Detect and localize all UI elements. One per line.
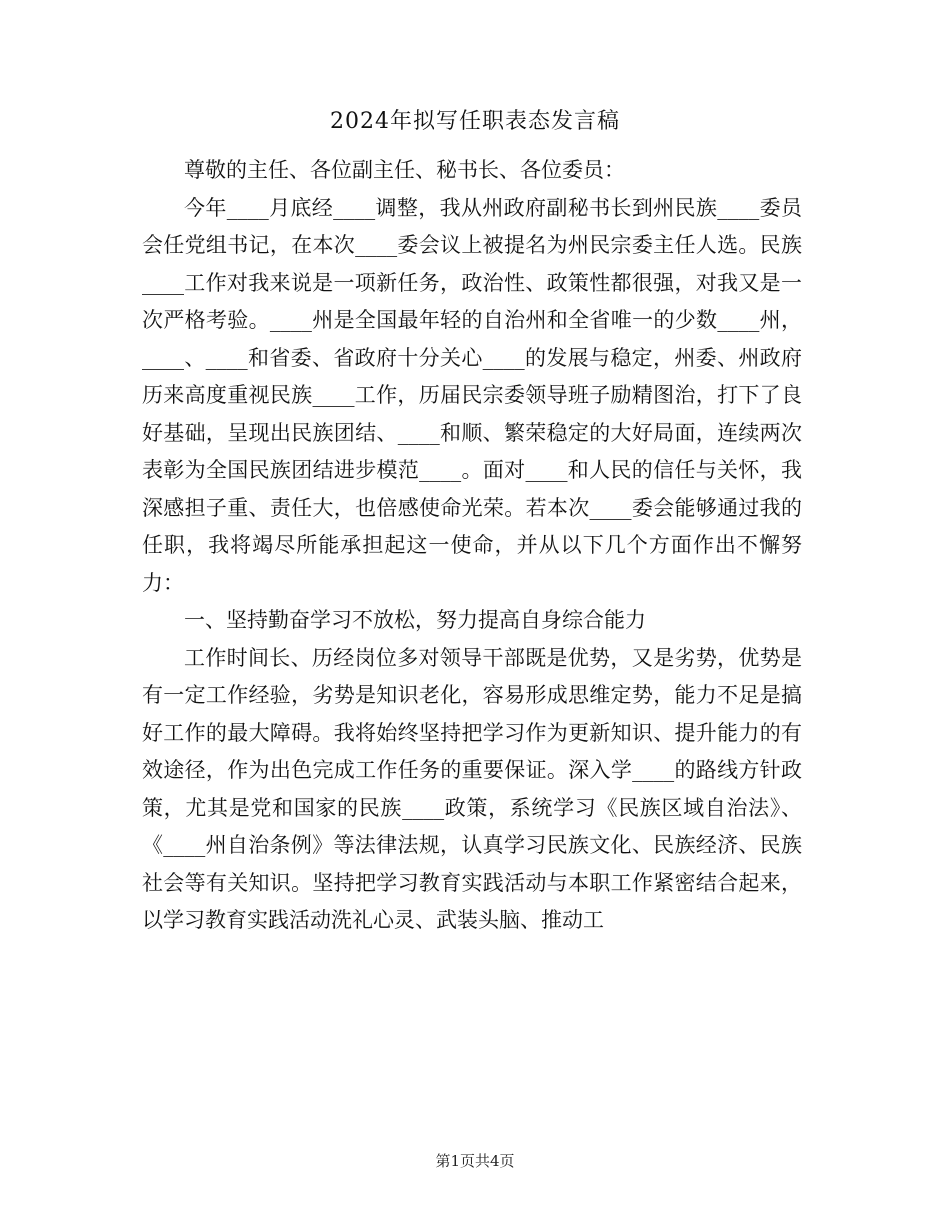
document-body: [142, 152, 802, 940]
salutation-paragraph: 尊敬的主任、各位副主任、秘书长、各位委员：: [184, 158, 625, 182]
body-paragraph: 今年____月底经____调整，我从州政府副秘书长到州民族____委员会任党组书记，在本次____委会议上被提名为州民宗委主任人选。民族____工作对我来说是一项新任务，政治性、政策性都很强，对我又是一次严格考验。____州是全国最年轻的自治州和全省唯一的少数____州，____、____和省委、省政府十分关心____的发展与稳定，州委、州政府历来高度重视民族____工作，历届民宗委领导班子励精图治，打下了良好基础，呈现出民族团结、____和顺、繁荣稳定的大好局面，连续两次表彰为全国民族团结进步模范____。面对____和人民的信任与关怀，我深感担子重、责任大，也倍感使命光荣。若本次____委会能够通过我的任职，我将竭尽所能承担起这一使命，并从以下几个方面作出不懈努力：: [142, 195, 802, 595]
section-heading: 一、坚持勤奋学习不放松，努力提高自身综合能力: [184, 608, 646, 632]
document-title: 2024年拟写任职表态发言稿: [330, 109, 620, 134]
page-number: 第1页共4页: [435, 1152, 515, 1170]
body-paragraph: 工作时间长、历经岗位多对领导干部既是优势，又是劣势，优势是有一定工作经验，劣势是知识老化，容易形成思维定势，能力不足是搞好工作的最大障碍。我将始终坚持把学习作为更新知识、提升能力的有效途径，作为出色完成工作任务的重要保证。深入学____的路线方针政策，尤其是党和国家的民族____政策，系统学习《民族区域自治法》、《____州自治条例》等法律法规，认真学习民族文化、民族经济、民族社会等有关知识。坚持把学习教育实践活动与本职工作紧密结合起来，以学习教育实践活动洗礼心灵、武装头脑、推动工: [142, 645, 802, 932]
